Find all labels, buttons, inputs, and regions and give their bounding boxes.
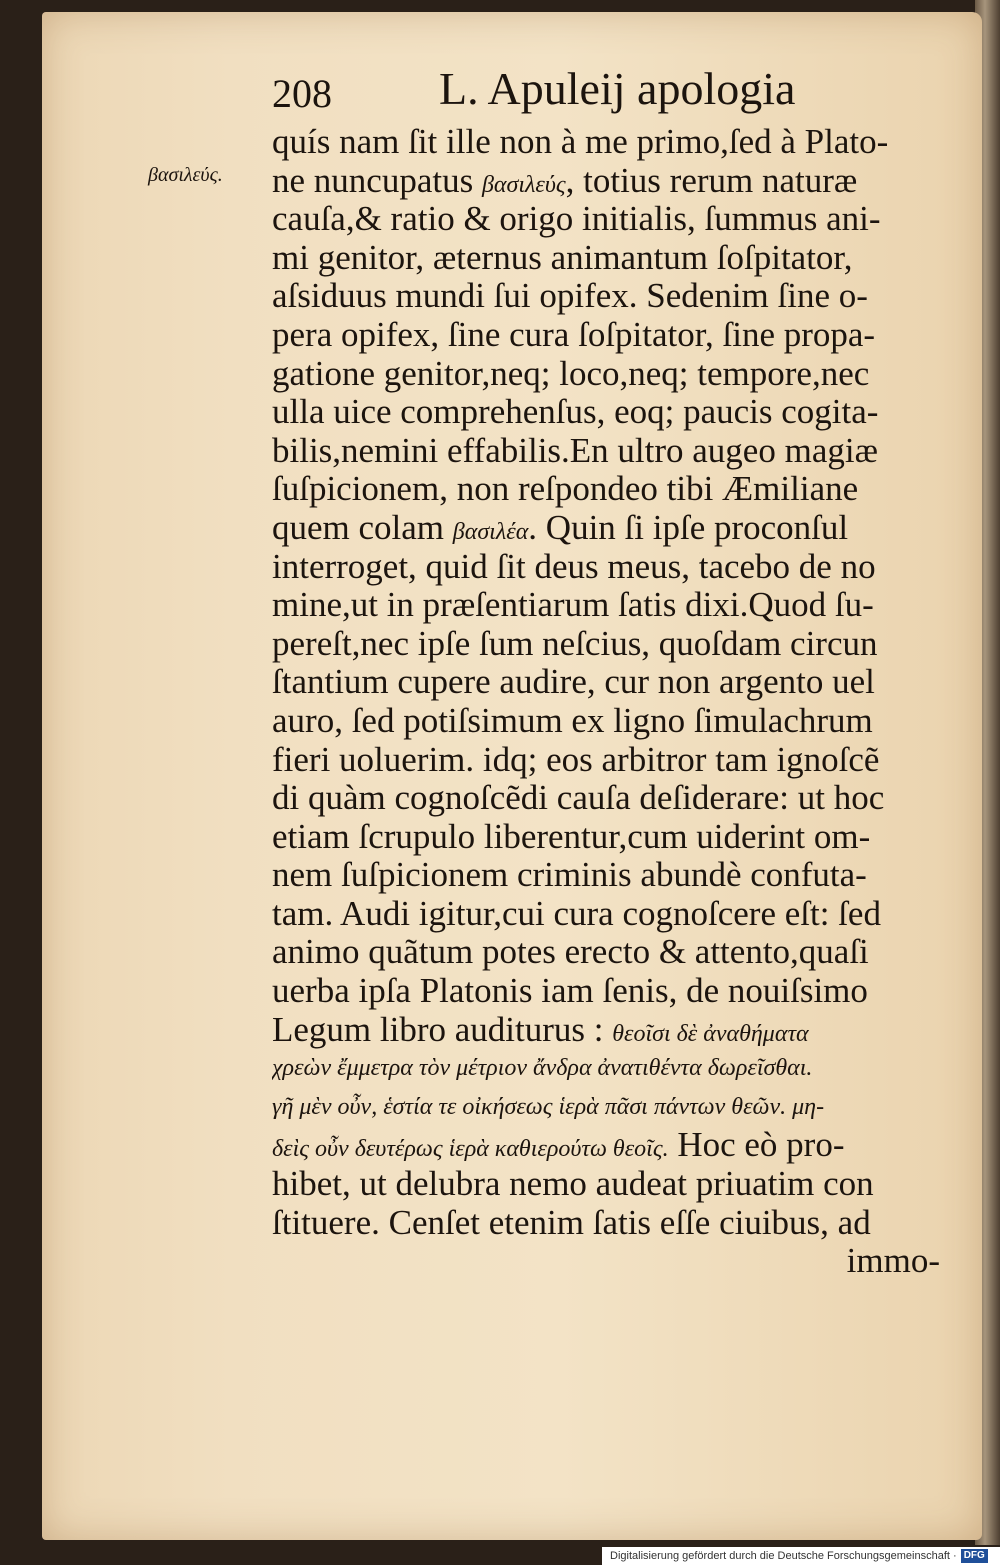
greek-quote-line: χρεὼν ἔμμετρα τὸν μέτριον ἄνδρα ἀνατιθέντα δωρεῖσθαι. (272, 1055, 813, 1082)
digitization-footer (602, 1547, 1000, 1565)
text-line: δεὶς οὖν δευτέρως ἱερὰ καθιερούτω θεοῖς. Hoc eò pro- (272, 1126, 845, 1165)
greek-word: βασιλεύς (481, 171, 566, 198)
text-line: ſtantium cupere audire, cur non argento uel (272, 663, 875, 702)
text-line: tam. Audi igitur,cui cura cognoſcere eſt: ſed (272, 894, 881, 933)
text-line: interroget, quid ſit deus meus, tacebo de no (272, 547, 876, 586)
catchword: immo- (846, 1242, 940, 1281)
text-line: di quàm cognoſcẽdi cauſa deſiderare: ut hoc (272, 779, 885, 818)
text-line: quís nam ſit ille non à me primo,ſed à Plato- (272, 123, 889, 161)
text-line: ne nuncupatus βασιλεύς, totius rerum naturæ (272, 161, 858, 200)
greek-quote: θεοῖσι δὲ ἀναθήματα (612, 1020, 809, 1047)
text-line: mi genitor, æternus animantum ſoſpitator, (272, 238, 853, 277)
text-line: fieri uoluerim. idq; eos arbitror tam ignoſcẽ (272, 740, 880, 779)
greek-quote-line: γῆ μὲν οὖν, ἑστία τε οἰκήσεως ἱερὰ πᾶσι πάντων θεῶν. μη- (272, 1093, 825, 1120)
footer-text: Digitalisierung gefördert durch die Deutsche Forschungsgemeinschaft · (610, 1550, 957, 1562)
text-line: ulla uice comprehenſus, eoq; paucis cogita- (272, 393, 879, 432)
page-number: 208 (272, 71, 332, 116)
text-line: etiam ſcrupulo liberentur,cum uiderint om- (272, 817, 871, 856)
text-line: aſsiduus mundi ſui opifex. Sedenim ſine o- (272, 277, 868, 316)
text-line: nem ſuſpicionem criminis abundè confuta- (272, 856, 867, 895)
text-line: auro, ſed potiſsimum ex ligno ſimulachrum (272, 701, 873, 740)
page-header (272, 63, 796, 117)
text-line: pera opifex, ſine cura ſoſpitator, ſine propa- (272, 315, 876, 354)
text-line: animo quãtum potes erecto & attento,quaſi (272, 933, 869, 972)
text-line: hibet, ut delubra nemo audeat priuatim con (272, 1165, 874, 1204)
text-line: mine,ut in præſentiarum ſatis dixi.Quod ſu- (272, 586, 874, 625)
text-line: quem colam βασιλέα. Quin ſi ipſe proconſul (272, 508, 849, 547)
text-line: gatione genitor,neq; loco,neq; tempore,nec (272, 354, 870, 393)
text-line: uerba ipſa Platonis iam ſenis, de nouiſsimo (272, 972, 868, 1011)
margin-note: βασιλεύς. (148, 164, 223, 186)
running-head: L. Apuleij apologia (439, 63, 796, 114)
text-line: pereſt,nec ipſe ſum neſcius, quoſdam circun (272, 624, 878, 663)
greek-word: βασιλέα (452, 518, 529, 545)
dfg-logo: DFG (961, 1549, 988, 1563)
text-line: bilis,nemini effabilis.En ultro augeo magiæ (272, 431, 878, 470)
greek-quote: δεὶς οὖν δευτέρως ἱερὰ καθιερούτω θεοῖς. (272, 1136, 669, 1163)
body-text (272, 123, 940, 1281)
text-line: ſtituere. Cenſet etenim ſatis eſſe ciuibus, ad (272, 1203, 871, 1242)
text-line: Legum libro auditurus : θεοῖσι δὲ ἀναθήματα (272, 1010, 809, 1049)
text-line: ſuſpicionem, non reſpondeo tibi Æmiliane (272, 470, 859, 509)
text-line: cauſa,& ratio & origo initialis, ſummus ani- (272, 200, 881, 239)
